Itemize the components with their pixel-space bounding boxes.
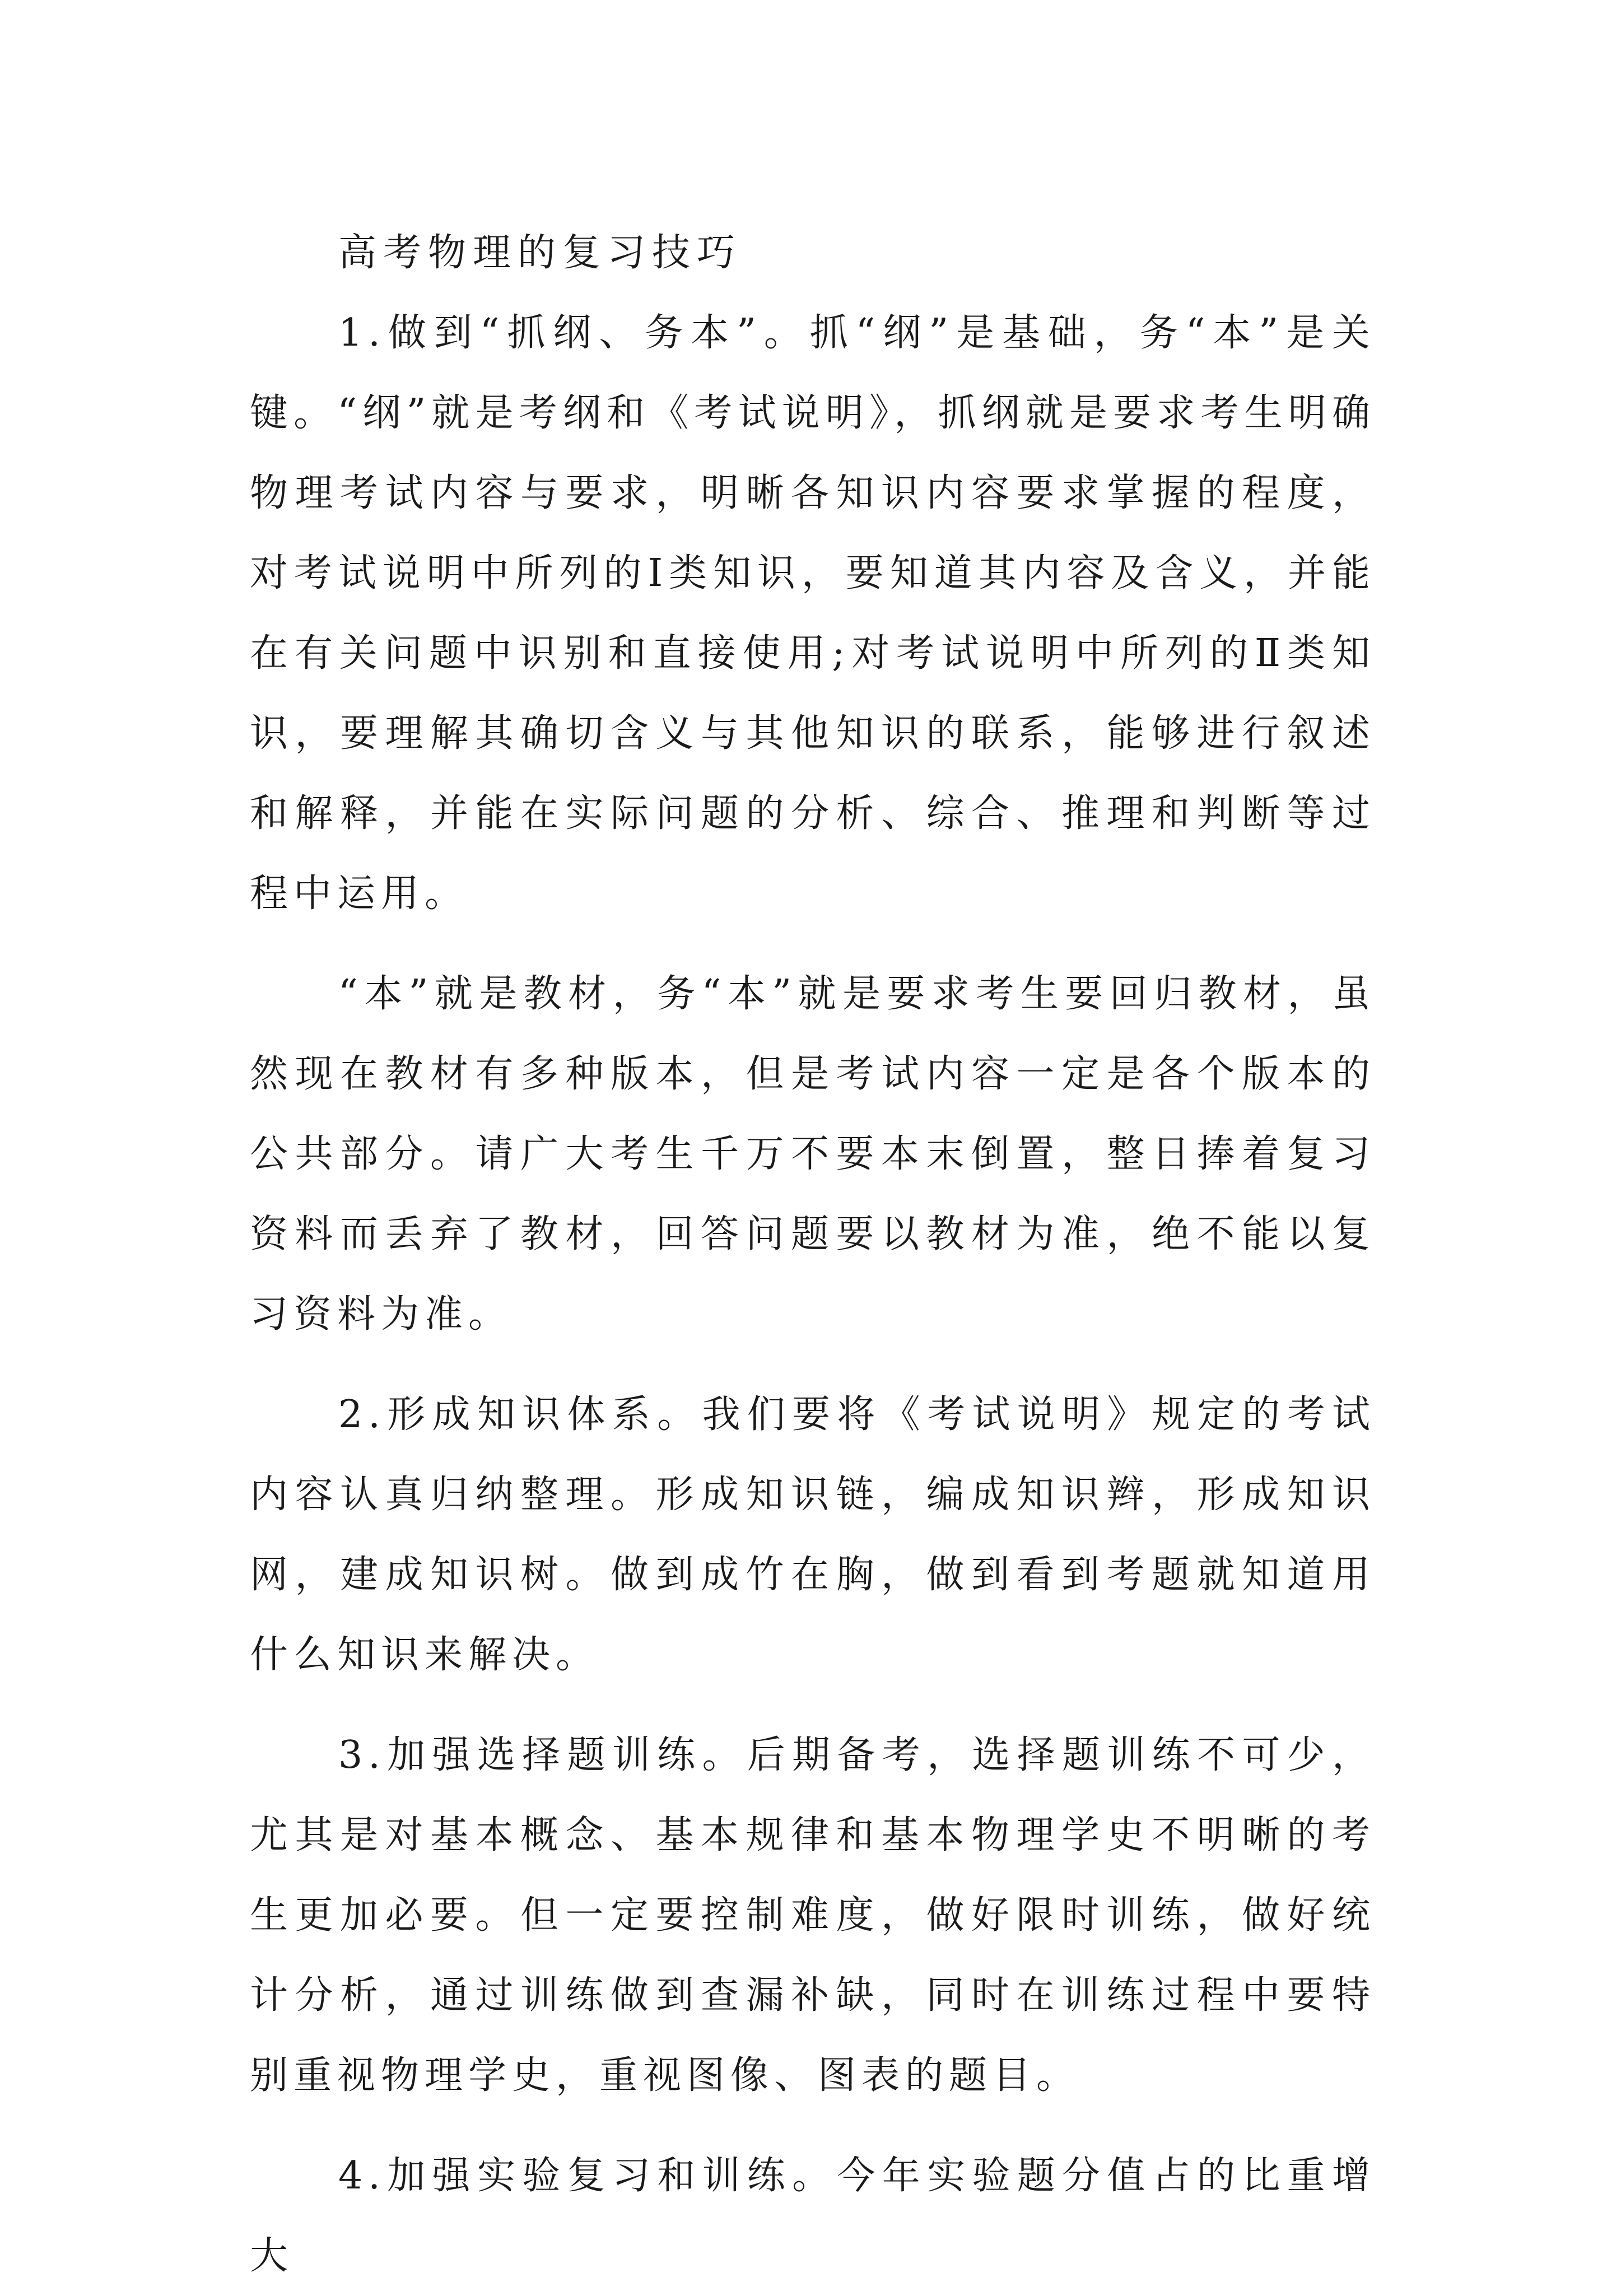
paragraph-experiment-review: 4.加强实验复习和训练。今年实验题分值占的比重增大: [250, 2154, 1376, 2278]
paragraph-knowledge-system: 2.形成知识体系。我们要将《考试说明》规定的考试内容认真归纳整理。形成知识链，编成知识辫，形成知识网，建成知识树。做到成竹在胸，做到看到考题就知道用什么知识来解决。: [250, 1392, 1376, 1677]
paragraph-grasp-outline: 1.做到“抓纲、务本”。抓“纲”是基础，务“本”是关键。“纲”就是考纲和《考试说明》，抓纲就是要求考生明确物理考试内容与要求，明晰各知识内容要求掌握的程度，对考试说明中所列的Ⅰ类知识，要知道其内容及含义，并能在有关问题中识别和直接使用;对考试说明中所列的Ⅱ类知识，要理解其确切含义与其他知识的联系，能够进行叙述和解释，并能在实际问题的分析、综合、推理和判断等过程中运用。: [250, 311, 1376, 916]
document-body: [250, 213, 1376, 2296]
document-title: 高考物理的复习技巧: [338, 231, 742, 275]
paragraph-textbook: “本”就是教材，务“本”就是要求考生要回归教材，虽然现在教材有多种版本，但是考试内容一定是各个版本的公共部分。请广大考生千万不要本末倒置，整日捧着复习资料而丢弃了教材，回答问题要以教材为准，绝不能以复习资料为准。: [250, 972, 1376, 1336]
paragraph-choice-training: 3.加强选择题训练。后期备考，选择题训练不可少，尤其是对基本概念、基本规律和基本物理学史不明晰的考生更加必要。但一定要控制难度，做好限时训练，做好统计分析，通过训练做到查漏补缺，同时在训练过程中要特别重视物理学史，重视图像、图表的题目。: [250, 1733, 1376, 2098]
